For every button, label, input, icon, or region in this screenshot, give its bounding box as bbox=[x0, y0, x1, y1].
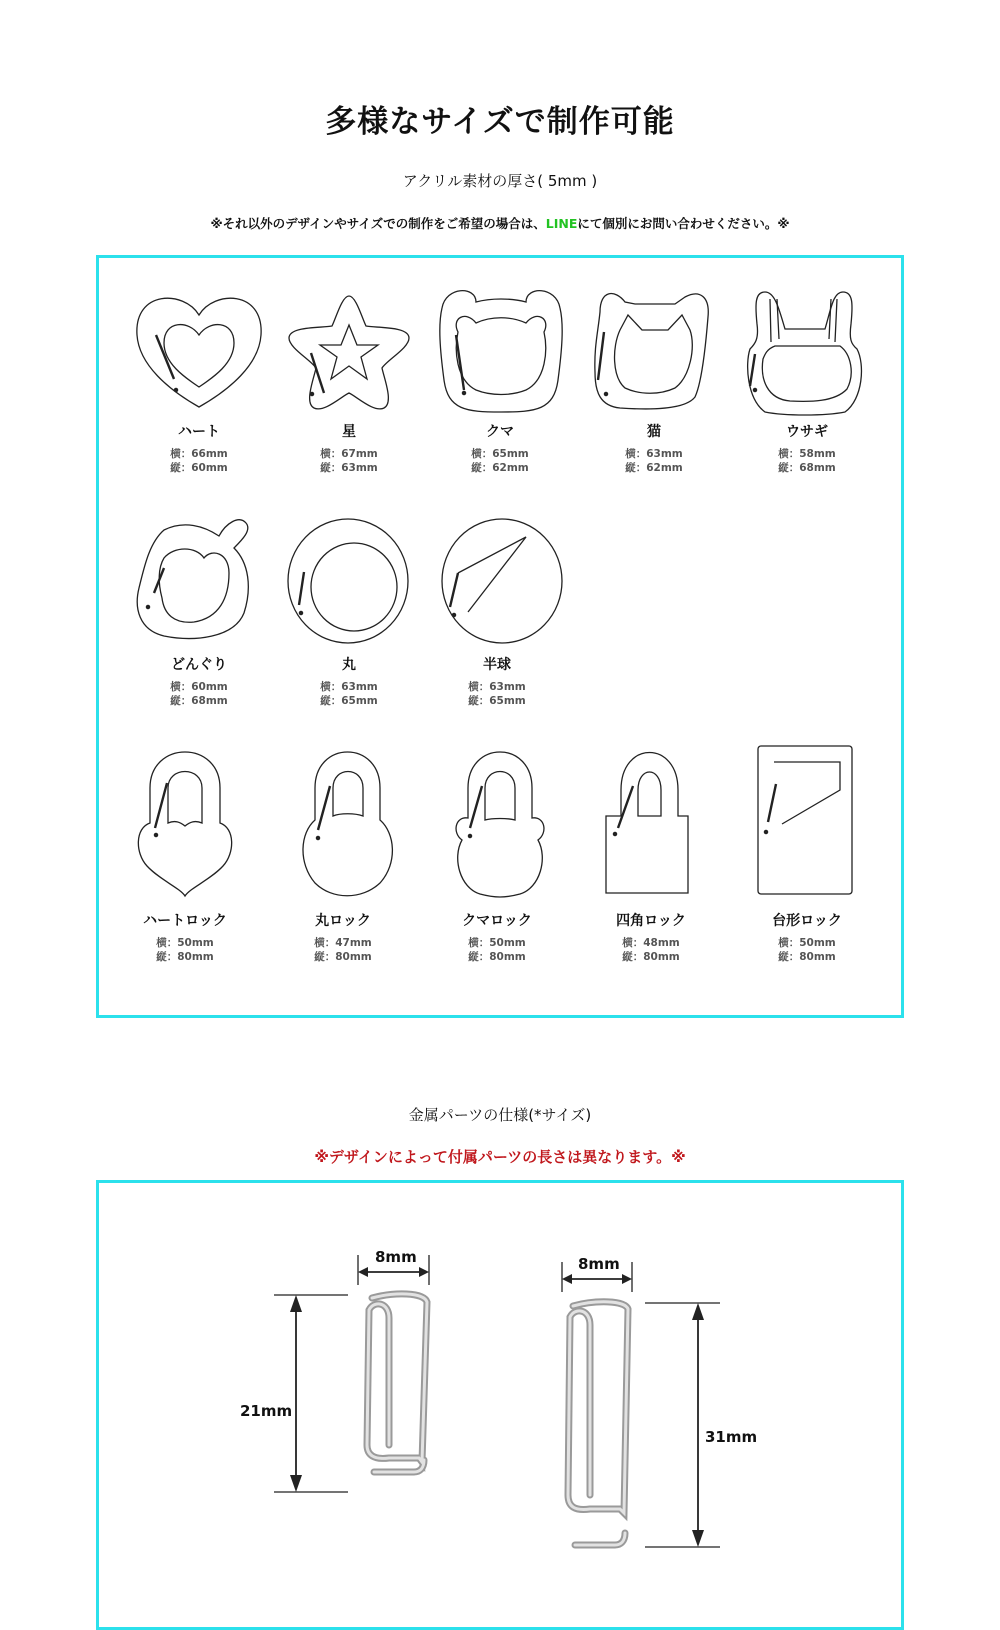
square-lock-shape bbox=[603, 748, 693, 898]
trapezoid-lock-shape bbox=[756, 744, 856, 896]
page-title: 多様なサイズで制作可能 bbox=[325, 104, 675, 140]
long-metal-part bbox=[540, 1245, 730, 1565]
heart-shape bbox=[134, 295, 264, 410]
metal-parts-subtitle: 金属パーツの仕様(*サイズ) bbox=[408, 1106, 592, 1124]
line-link[interactable]: LINE bbox=[545, 216, 578, 231]
short-metal-part bbox=[274, 1240, 474, 1510]
shape-card-acorn: どんぐり 横：60mm 縦：68mm bbox=[170, 657, 228, 707]
heart-lock-shape bbox=[135, 748, 235, 898]
rabbit-shape bbox=[745, 284, 865, 419]
thickness-subtitle: アクリル素材の厚さ( 5mm ) bbox=[402, 172, 598, 190]
note-text-after: にて個別にお問い合わせください。※ bbox=[577, 216, 790, 231]
shape-card-half-sphere: 半球 横：63mm 縦：65mm bbox=[468, 657, 526, 707]
round-shape bbox=[286, 517, 411, 644]
star-shape bbox=[284, 293, 414, 413]
long-part-height: 31mm bbox=[705, 1428, 758, 1446]
shape-card-trapezoid-lock: 台形ロック 横：50mm 縦：80mm bbox=[772, 913, 842, 963]
custom-order-note bbox=[0, 214, 1000, 232]
shape-card-bear: クマ 横：65mm 縦：62mm bbox=[471, 424, 529, 474]
shape-card-round-lock: 丸ロック 横：47mm 縦：80mm bbox=[314, 913, 372, 963]
shape-card-square-lock: 四角ロック 横：48mm 縦：80mm bbox=[616, 913, 686, 963]
short-part-height: 21mm bbox=[240, 1402, 293, 1420]
short-part-width: 8mm bbox=[375, 1248, 417, 1266]
bear-shape bbox=[436, 290, 566, 415]
bear-lock-shape bbox=[450, 748, 550, 898]
shape-card-heart: ハート 横：66mm 縦：60mm bbox=[170, 424, 228, 474]
metal-parts-note: ※デザインによって付属パーツの長さは異なります。※ bbox=[314, 1148, 686, 1166]
shape-card-heart-lock: ハートロック 横：50mm 縦：80mm bbox=[143, 913, 227, 963]
cat-shape bbox=[590, 292, 720, 412]
shape-card-star: 星 横：67mm 縦：63mm bbox=[320, 424, 378, 474]
round-lock-shape bbox=[300, 748, 395, 898]
half-sphere-shape bbox=[440, 517, 565, 644]
shape-card-rabbit: ウサギ 横：58mm 縦：68mm bbox=[778, 424, 836, 474]
shape-card-bear-lock: クマロック 横：50mm 縦：80mm bbox=[462, 913, 532, 963]
acorn-shape bbox=[134, 518, 259, 643]
shape-card-cat: 猫 横：63mm 縦：62mm bbox=[625, 424, 683, 474]
shape-card-round: 丸 横：63mm 縦：65mm bbox=[320, 657, 378, 707]
long-part-width: 8mm bbox=[578, 1255, 620, 1273]
metal-parts-frame bbox=[96, 1180, 904, 1630]
note-text-before: ※それ以外のデザインやサイズでの制作をご希望の場合は、 bbox=[210, 216, 546, 231]
